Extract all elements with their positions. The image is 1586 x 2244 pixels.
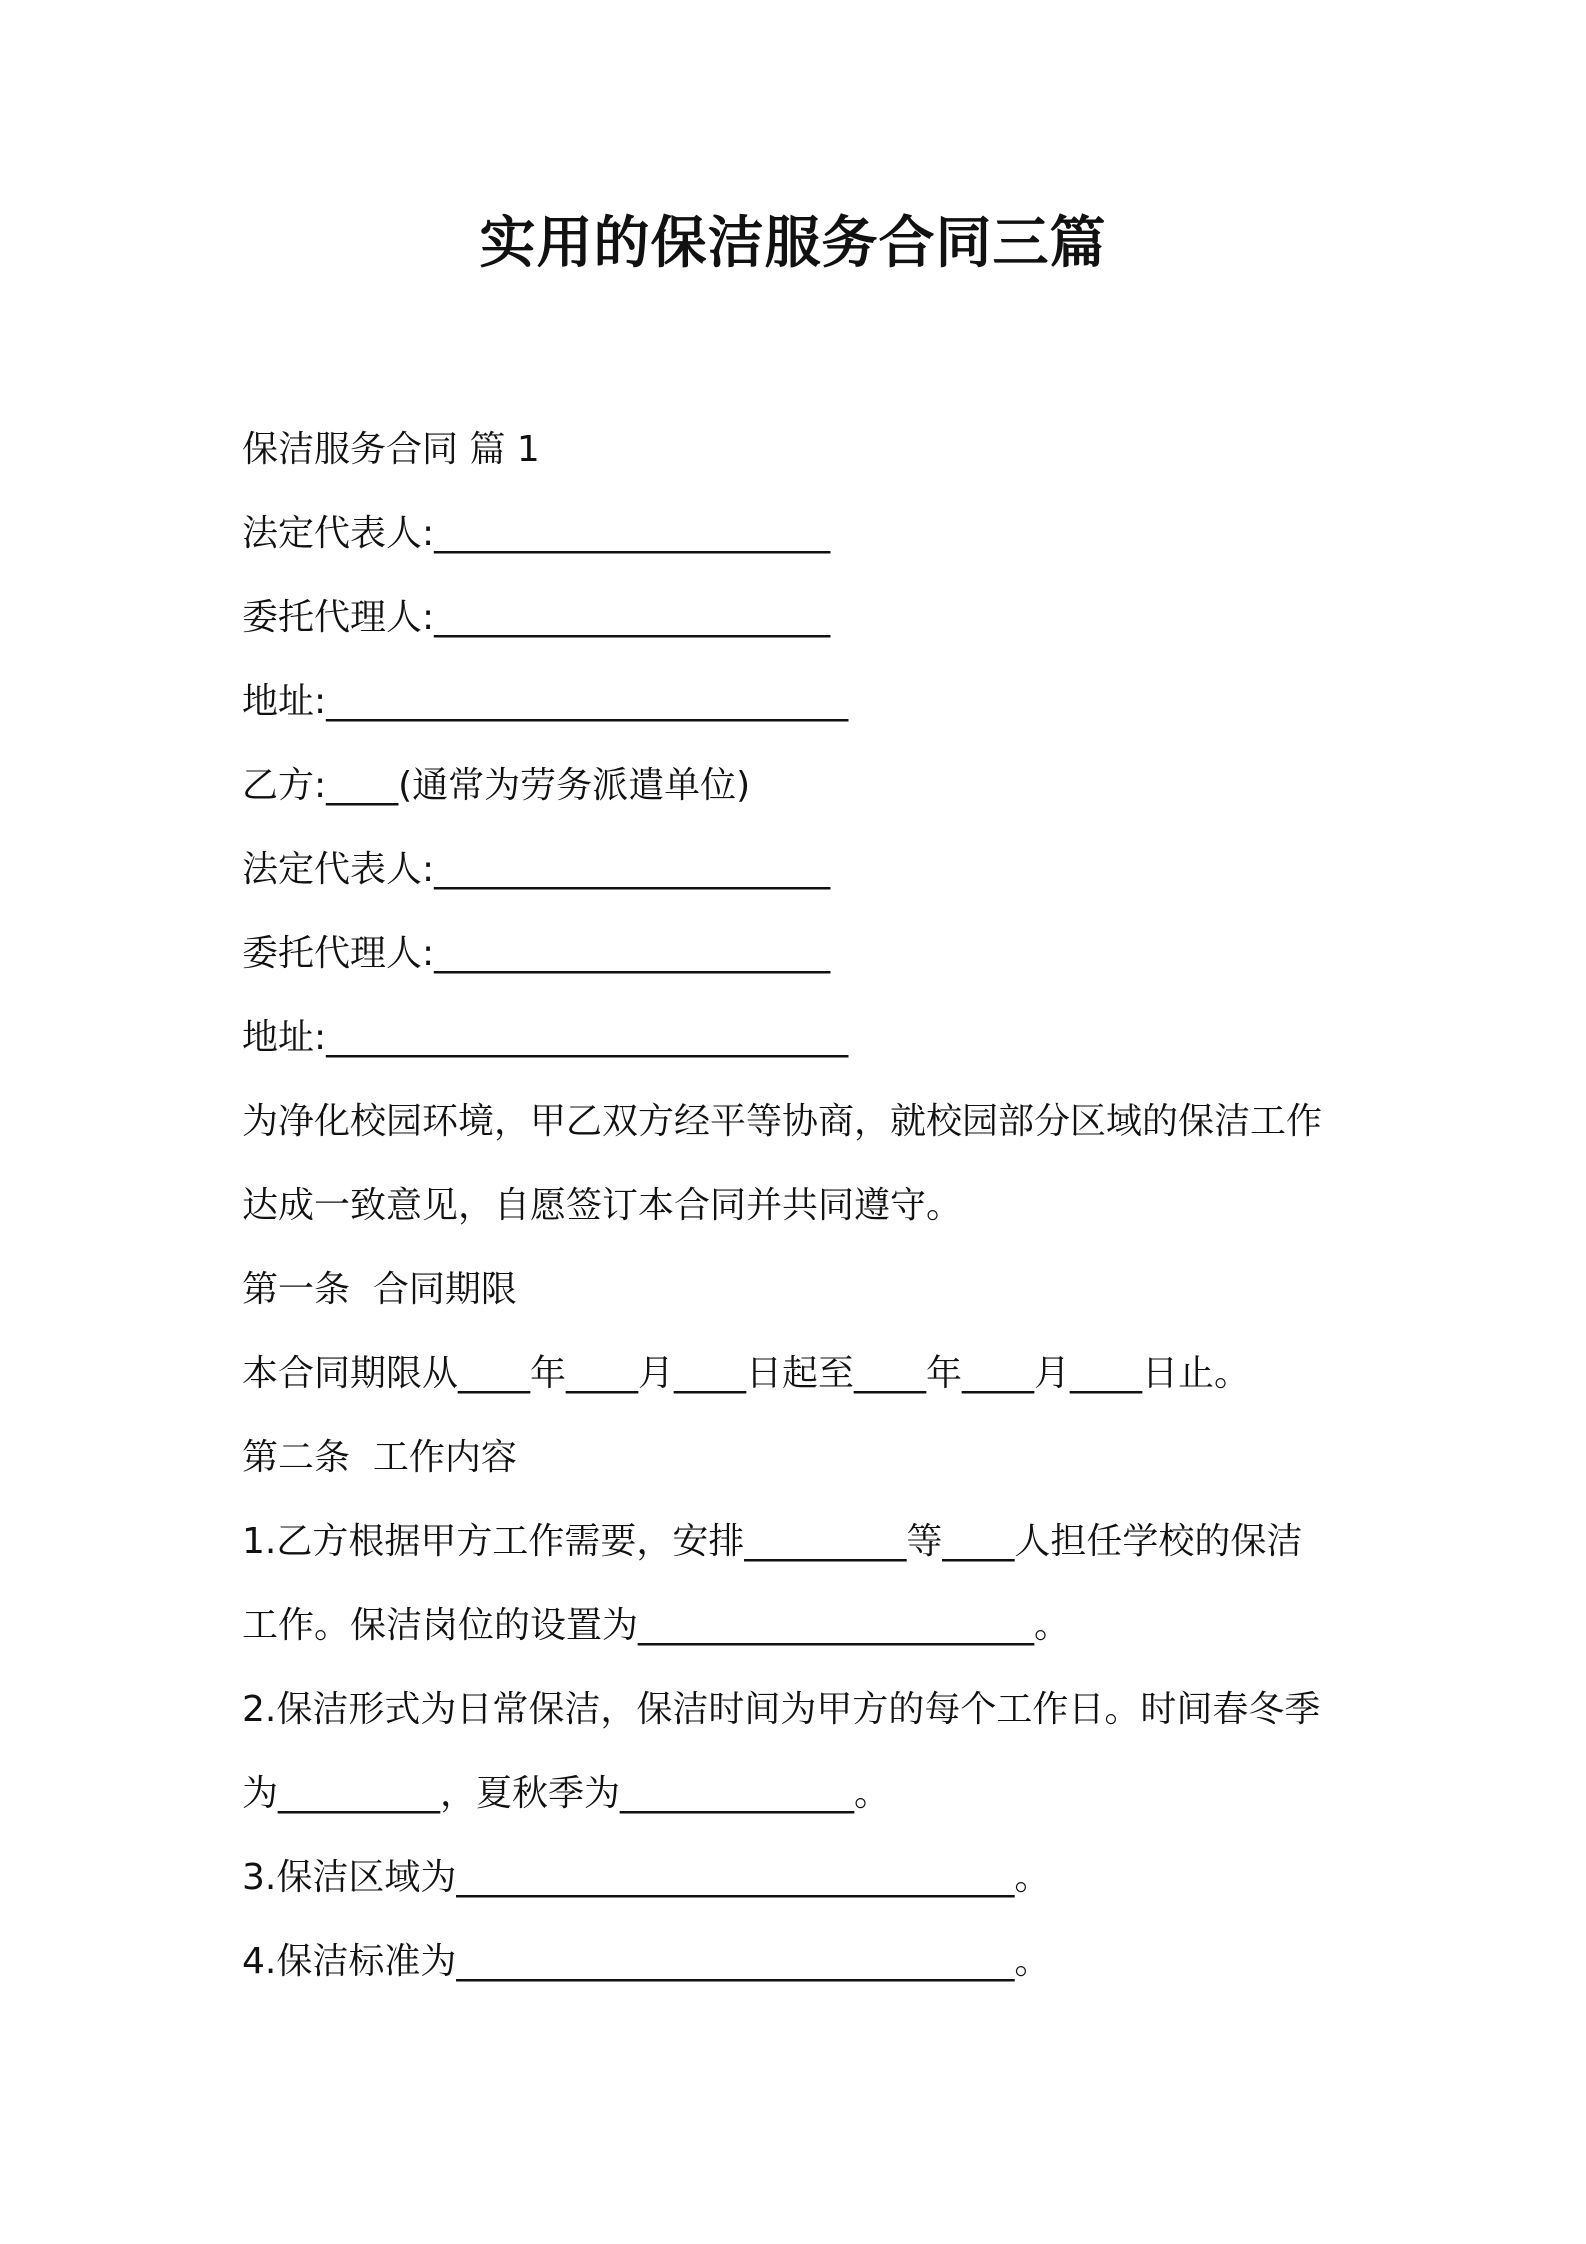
clause-1-line-1: 1.乙方根据甲方工作需要，安排_________等____人担任学校的保洁	[242, 1521, 1303, 1562]
party-b-field: 乙方:____(通常为劳务派遣单位)	[242, 765, 751, 806]
article-1-heading: 第一条 合同期限	[242, 1269, 517, 1310]
clause-1-line-2: 工作。保洁岗位的设置为______________________。	[242, 1605, 1071, 1646]
preamble-paragraph-line-1: 为净化校园环境，甲乙双方经平等协商，就校园部分区域的保洁工作	[242, 1101, 1323, 1142]
clause-3-line: 3.保洁区域为_______________________________。	[242, 1857, 1051, 1898]
party-a-legal-rep-field: 法定代表人:______________________	[242, 513, 831, 554]
party-a-address-field: 地址:_____________________________	[242, 681, 849, 722]
preamble-paragraph-line-2: 达成一致意见，自愿签订本合同并共同遵守。	[242, 1185, 963, 1226]
clause-2-line-1: 2.保洁形式为日常保洁，保洁时间为甲方的每个工作日。时间春冬季	[242, 1689, 1321, 1730]
party-a-agent-field: 委托代理人:______________________	[242, 597, 831, 638]
article-2-heading: 第二条 工作内容	[242, 1437, 517, 1478]
document-title: 实用的保洁服务合同三篇	[479, 211, 1107, 276]
party-b-legal-rep-field: 法定代表人:______________________	[242, 849, 831, 890]
party-b-address-field: 地址:_____________________________	[242, 1017, 849, 1058]
clause-2-line-2: 为_________，夏秋季为_____________。	[242, 1773, 891, 1814]
clause-4-line: 4.保洁标准为_______________________________。	[242, 1941, 1051, 1982]
party-b-agent-field: 委托代理人:______________________	[242, 933, 831, 974]
document-body	[242, 408, 1362, 2004]
section-heading: 保洁服务合同 篇 1	[242, 429, 540, 470]
contract-term-line: 本合同期限从____年____月____日起至____年____月____日止。	[242, 1353, 1251, 1394]
